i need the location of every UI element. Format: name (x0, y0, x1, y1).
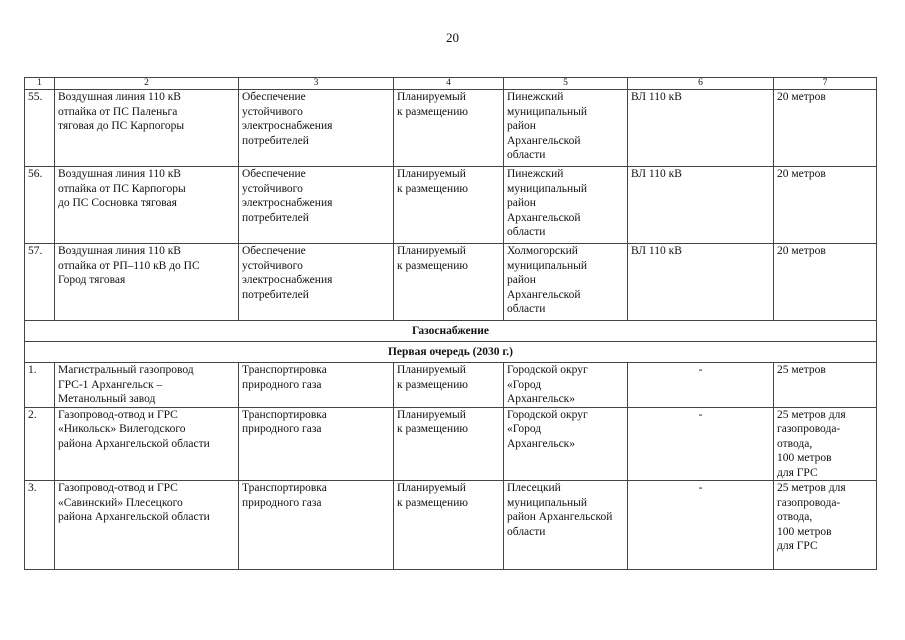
object-name-cell: Воздушная линия 110 кВ отпайка от ПС Паленьга тяговая до ПС Карпогоры (55, 90, 239, 167)
table-row (25, 481, 877, 570)
status-cell: Планируемый к размещению (394, 363, 504, 408)
purpose-cell: Обеспечение устойчивого электроснабжения потребителей (239, 90, 394, 167)
object-name-cell: Воздушная линия 110 кВ отпайка от РП–110 кВ до ПС Город тяговая (55, 244, 239, 321)
column-number: 4 (394, 78, 504, 90)
location-cell: Плесецкий муниципальный район Архангельской области (504, 481, 628, 570)
table-row (25, 90, 877, 167)
location-cell: Пинежский муниципальный район Архангельской области (504, 90, 628, 167)
type-cell: - (628, 481, 774, 570)
document-table (24, 77, 877, 570)
object-name-cell: Магистральный газопровод ГРС-1 Архангельск – Метанольный завод (55, 363, 239, 408)
zone-cell: 20 метров (774, 90, 877, 167)
table-row (25, 244, 877, 321)
location-cell: Городской округ «Город Архангельск» (504, 407, 628, 481)
status-cell: Планируемый к размещению (394, 167, 504, 244)
purpose-cell: Транспортировка природного газа (239, 481, 394, 570)
location-cell: Городской округ «Город Архангельск» (504, 363, 628, 408)
location-cell: Холмогорский муниципальный район Архангельской области (504, 244, 628, 321)
object-name-cell: Воздушная линия 110 кВ отпайка от ПС Карпогоры до ПС Сосновка тяговая (55, 167, 239, 244)
section-title: Газоснабжение (25, 321, 877, 342)
column-number: 3 (239, 78, 394, 90)
type-cell: - (628, 407, 774, 481)
zone-cell: 25 метров (774, 363, 877, 408)
type-cell: ВЛ 110 кВ (628, 244, 774, 321)
table-row (25, 407, 877, 481)
row-number: 1. (25, 363, 55, 408)
purpose-cell: Транспортировка природного газа (239, 363, 394, 408)
column-number: 5 (504, 78, 628, 90)
column-number: 1 (25, 78, 55, 90)
location-cell: Пинежский муниципальный район Архангельской области (504, 167, 628, 244)
row-number: 55. (25, 90, 55, 167)
status-cell: Планируемый к размещению (394, 407, 504, 481)
zone-cell: 20 метров (774, 167, 877, 244)
object-name-cell: Газопровод-отвод и ГРС «Никольск» Вилегодского района Архангельской области (55, 407, 239, 481)
type-cell: ВЛ 110 кВ (628, 167, 774, 244)
row-number: 3. (25, 481, 55, 570)
table-row (25, 167, 877, 244)
section-row (25, 321, 877, 342)
column-number: 7 (774, 78, 877, 90)
type-cell: ВЛ 110 кВ (628, 90, 774, 167)
status-cell: Планируемый к размещению (394, 481, 504, 570)
zone-cell: 25 метров для газопровода- отвода, 100 метров для ГРС (774, 407, 877, 481)
purpose-cell: Обеспечение устойчивого электроснабжения потребителей (239, 167, 394, 244)
type-cell: - (628, 363, 774, 408)
table-row (25, 363, 877, 408)
status-cell: Планируемый к размещению (394, 90, 504, 167)
row-number: 57. (25, 244, 55, 321)
zone-cell: 20 метров (774, 244, 877, 321)
subsection-title: Первая очередь (2030 г.) (25, 342, 877, 363)
purpose-cell: Обеспечение устойчивого электроснабжения потребителей (239, 244, 394, 321)
row-number: 2. (25, 407, 55, 481)
object-name-cell: Газопровод-отвод и ГРС «Савинский» Плесецкого района Архангельской области (55, 481, 239, 570)
row-number: 56. (25, 167, 55, 244)
zone-cell: 25 метров для газопровода- отвода, 100 метров для ГРС (774, 481, 877, 570)
column-number-row (25, 78, 877, 90)
column-number: 6 (628, 78, 774, 90)
column-number: 2 (55, 78, 239, 90)
status-cell: Планируемый к размещению (394, 244, 504, 321)
subsection-row (25, 342, 877, 363)
page-number: 20 (446, 30, 459, 45)
purpose-cell: Транспортировка природного газа (239, 407, 394, 481)
